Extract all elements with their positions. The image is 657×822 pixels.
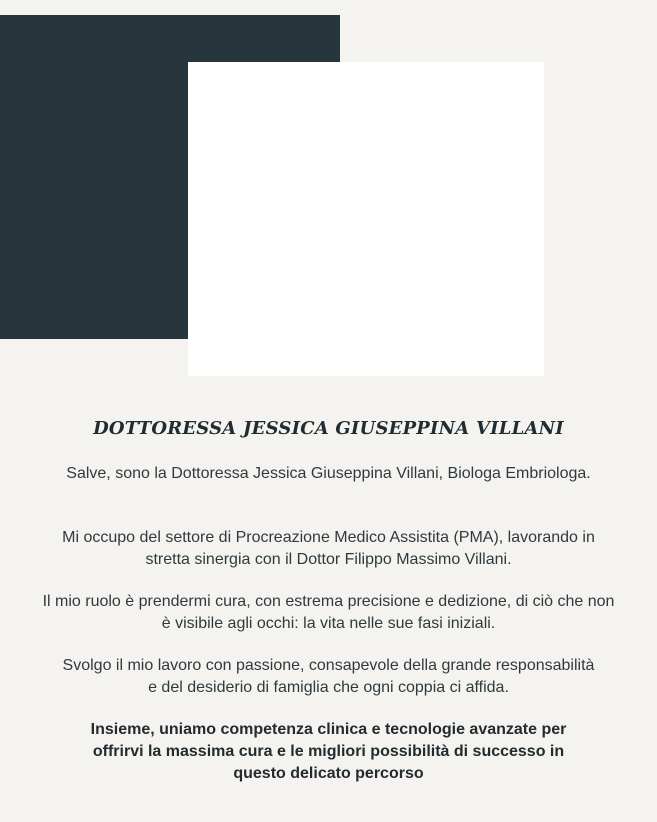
closing-statement: Insieme, uniamo competenza clinica e tecnologie avanzate per offrirvi la massima cura e le migliori possibilità di successo in questo delicato percorso: [90, 721, 567, 782]
portrait-image-placeholder: [188, 62, 544, 376]
mission-paragraph: Il mio ruolo è prendermi cura, con estrema precisione e dedizione, di ciò che non è visibile agli occhi: la vita nelle sue fasi iniziali.: [42, 593, 615, 632]
passion-paragraph: Svolgo il mio lavoro con passione, consapevole della grande responsabilità e del desiderio di famiglia che ogni coppia ci affida.: [62, 657, 595, 696]
page-title: DOTTORESSA JESSICA GIUSEPPINA VILLANI: [93, 418, 564, 439]
intro-paragraph: Salve, sono la Dottoressa Jessica Giuseppina Villani, Biologa Embriologa.: [66, 465, 591, 482]
role-paragraph: Mi occupo del settore di Procreazione Medico Assistita (PMA), lavorando in stretta sinergia con il Dottor Filippo Massimo Villani.: [62, 529, 595, 568]
